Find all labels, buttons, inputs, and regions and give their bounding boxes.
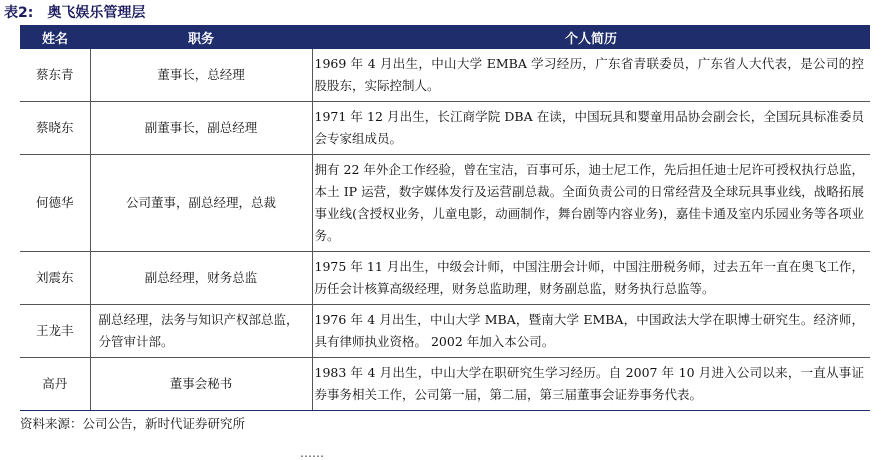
- table-number: 表2:: [4, 5, 34, 21]
- header-name: 姓名: [41, 31, 68, 47]
- person-bio: 1971 年 12 月出生，长江商学院 DBA 在读，中国玩具和婴童用品协会副会长，全国玩具标准委员会专家组成员。: [312, 102, 870, 155]
- cut-off-body-text: ……: [300, 446, 324, 460]
- person-bio: 拥有 22 年外企工作经验，曾在宝洁，百事可乐，迪士尼工作，先后担任迪士尼许可授权执行总监，本土 IP 运营，数字媒体发行及运营副总裁。全面负责公司的日常经营及全球玩具事业线，战略拓展事业线(含授权业务，儿童电影，动画制作，舞台剧等内容业务)，嘉佳卡通及室内乐园业务等各项业务。: [312, 155, 870, 252]
- table-row: [20, 305, 870, 358]
- person-position: 副董事长，副总经理: [90, 102, 312, 155]
- table-title: [4, 2, 145, 24]
- person-position: 副总经理，法务与知识产权部总监，分管审计部。: [90, 305, 312, 358]
- person-position: 董事会秘书: [90, 358, 312, 411]
- person-name: 王龙丰: [20, 305, 90, 358]
- management-table: [20, 25, 870, 411]
- person-bio: 1983 年 4 月出生，中山大学在职研究生学习经历。自 2007 年 10 月进入公司以来，一直从事证券事务相关工作，公司第一届，第二届，第三届董事会证券事务代表。: [312, 358, 870, 411]
- person-name: 蔡东青: [20, 49, 90, 102]
- person-position: 董事长，总经理: [90, 49, 312, 102]
- table-row: [20, 252, 870, 305]
- table-row: [20, 358, 870, 411]
- person-bio: 1976 年 4 月出生，中山大学 MBA，暨南大学 EMBA，中国政法大学在职博士研究生。经济师，具有律师执业资格。 2002 年加入本公司。: [312, 305, 870, 358]
- header-bio: 个人简历: [564, 31, 617, 47]
- person-name: 蔡晓东: [20, 102, 90, 155]
- table-row: [20, 49, 870, 102]
- person-position: 公司董事，副总经理，总裁: [90, 155, 312, 252]
- header-position: 职务: [187, 31, 214, 47]
- person-name: 何德华: [20, 155, 90, 252]
- table-header-row: [20, 25, 870, 49]
- table-row: [20, 102, 870, 155]
- source-note: 资料来源：公司公告，新时代证券研究所: [20, 416, 246, 431]
- person-bio: 1969 年 4 月出生，中山大学 EMBA 学习经历，广东省青联委员，广东省人大代表，是公司的控股股东，实际控制人。: [312, 49, 870, 102]
- person-bio: 1975 年 11 月出生，中级会计师，中国注册会计师，中国注册税务师，过去五年一直在奥飞工作，历任会计核算高级经理，财务总监助理，财务副总监，财务执行总监等。: [312, 252, 870, 305]
- person-position: 副总经理，财务总监: [90, 252, 312, 305]
- table-name: 奥飞娱乐管理层: [47, 5, 146, 21]
- person-name: 高丹: [20, 358, 90, 411]
- table-row: [20, 155, 870, 252]
- person-name: 刘震东: [20, 252, 90, 305]
